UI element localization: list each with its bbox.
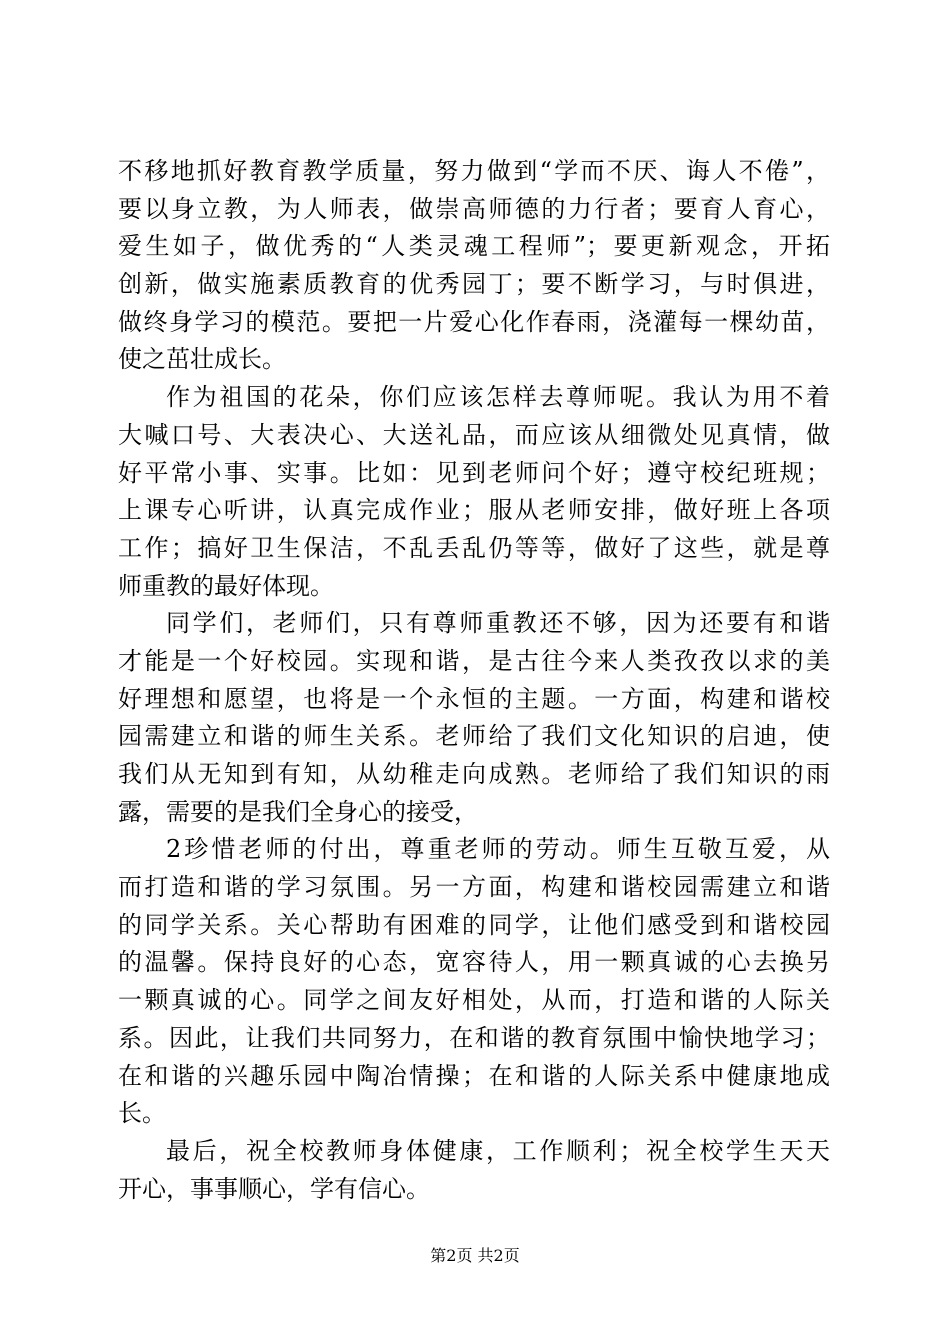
text-line: 一颗真诚的心。同学之间友好相处，从而，打造和谐的人际关 xyxy=(118,986,830,1015)
text-line: 最后，祝全校教师身体健康，工作顺利；祝全校学生天天 xyxy=(166,1136,830,1165)
text-line: 长。 xyxy=(118,1099,166,1128)
text-line: 爱生如子，做优秀的“人类灵魂工程师”；要更新观念，开拓 xyxy=(118,232,830,261)
text-line: 同学们，老师们，只有尊师重教还不够，因为还要有和谐 xyxy=(166,609,830,638)
text-line: 上课专心听讲，认真完成作业；服从老师安排，做好班上各项 xyxy=(118,496,830,525)
text-line: 才能是一个好校园。实现和谐，是古往今来人类孜孜以求的美 xyxy=(118,646,830,675)
text-line: 开心，事事顺心，学有信心。 xyxy=(118,1174,430,1203)
text-line: 使之茁壮成长。 xyxy=(118,345,286,374)
text-line: 做终身学习的模范。要把一片爱心化作春雨，浇灌每一棵幼苗， xyxy=(118,307,830,336)
paragraph xyxy=(118,831,830,1133)
text-line: 系。因此，让我们共同努力，在和谐的教育氛围中愉快地学习； xyxy=(118,1023,830,1052)
paragraph xyxy=(118,1133,830,1208)
text-line: 而打造和谐的学习氛围。另一方面，构建和谐校园需建立和谐 xyxy=(118,873,830,902)
text-line: 好理想和愿望，也将是一个永恒的主题。一方面，构建和谐校 xyxy=(118,684,830,713)
text-line: 师重教的最好体现。 xyxy=(118,571,334,600)
text-line: 工作；搞好卫生保洁，不乱丢乱仍等等，做好了这些，就是尊 xyxy=(118,533,830,562)
page-footer: 第2页 共2页 xyxy=(430,1246,520,1265)
text-line: 好平常小事、实事。比如：见到老师问个好；遵守校纪班规； xyxy=(118,458,830,487)
text-line: 创新，做实施素质教育的优秀园丁；要不断学习，与时俱进， xyxy=(118,270,830,299)
text-line: 大喊口号、大表决心、大送礼品，而应该从细微处见真情，做 xyxy=(118,420,830,449)
text-line: 2珍惜老师的付出，尊重老师的劳动。师生互敬互爱，从 xyxy=(166,835,830,864)
text-line: 要以身立教，为人师表，做崇高师德的力行者；要育人育心， xyxy=(118,194,830,223)
text-line: 的温馨。保持良好的心态，宽容待人，用一颗真诚的心去换另 xyxy=(118,948,830,977)
text-line: 作为祖国的花朵，你们应该怎样去尊师呢。我认为用不着 xyxy=(166,383,830,412)
text-line: 在和谐的兴趣乐园中陶冶情操；在和谐的人际关系中健康地成 xyxy=(118,1061,830,1090)
text-line: 的同学关系。关心帮助有困难的同学，让他们感受到和谐校园 xyxy=(118,910,830,939)
text-line: 园需建立和谐的师生关系。老师给了我们文化知识的启迪，使 xyxy=(118,722,830,751)
paragraph xyxy=(118,153,830,379)
paragraph xyxy=(118,605,830,831)
text-line: 不移地抓好教育教学质量，努力做到“学而不厌、诲人不倦”， xyxy=(118,157,830,185)
text-line: 露，需要的是我们全身心的接受， xyxy=(118,797,478,826)
document-body xyxy=(118,153,830,1208)
text-line: 我们从无知到有知，从幼稚走向成熟。老师给了我们知识的雨 xyxy=(118,760,830,788)
paragraph xyxy=(118,379,830,605)
